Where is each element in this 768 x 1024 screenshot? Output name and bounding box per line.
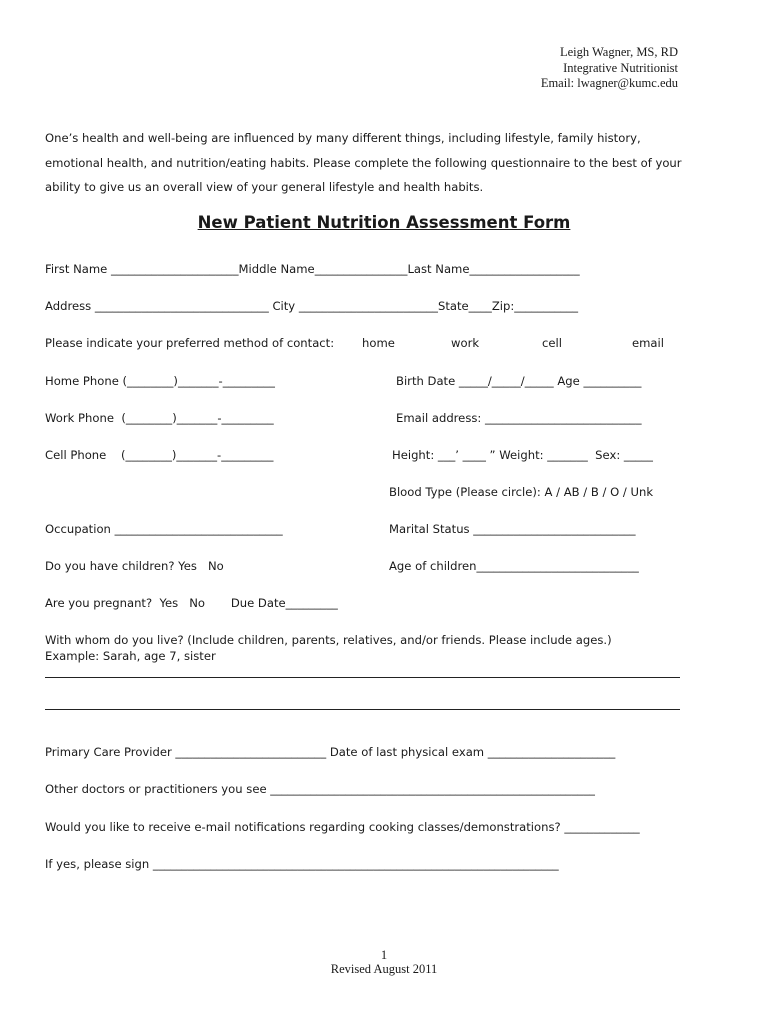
blood-type-field[interactable]: Blood Type (Please circle): A / AB / B / O / Unk: [389, 485, 654, 499]
contact-option-home[interactable]: home: [362, 336, 395, 350]
birth-date-field[interactable]: Birth Date _____/_____/_____ Age __________: [396, 374, 642, 388]
author-email: Email: lwagner@kumc.edu: [540, 76, 678, 90]
name-fields[interactable]: First Name ______________________Middle Name________________Last Name___________________: [45, 262, 580, 276]
children-age-field[interactable]: Age of children____________________________: [389, 559, 639, 573]
pregnancy-question[interactable]: Are you pregnant? Yes No Due Date_________: [45, 596, 338, 610]
revision-date: Revised August 2011: [330, 962, 438, 976]
author-header: [541, 45, 678, 92]
live-with-answer-line-2[interactable]: [45, 709, 680, 710]
home-phone-field[interactable]: Home Phone (________)_______-_________: [45, 374, 275, 388]
email-notification-question[interactable]: Would you like to receive e-mail notifications regarding cooking classes/demonstrations? _____________: [45, 820, 640, 834]
email-address-field[interactable]: Email address: ___________________________: [396, 411, 642, 425]
author-role: Integrative Nutritionist: [563, 60, 678, 75]
occupation-field[interactable]: Occupation _____________________________: [45, 522, 283, 536]
live-with-example: Example: Sarah, age 7, sister: [45, 649, 216, 663]
cell-phone-field[interactable]: Cell Phone (________)_______-_________: [45, 448, 274, 462]
page-number: 1: [380, 948, 388, 962]
author-name: Leigh Wagner, MS, RD: [559, 45, 678, 59]
contact-option-cell[interactable]: cell: [542, 336, 562, 350]
form-title: New Patient Nutrition Assessment Form: [197, 213, 571, 232]
address-fields[interactable]: Address ______________________________ City ________________________State____Zip:___________: [45, 299, 579, 313]
contact-option-work[interactable]: work: [451, 336, 480, 350]
signature-field[interactable]: If yes, please sign ______________________________________________________________________: [45, 857, 559, 871]
live-with-answer-line-1[interactable]: [45, 677, 680, 678]
contact-option-email[interactable]: email: [632, 336, 664, 350]
work-phone-field[interactable]: Work Phone (________)_______-_________: [45, 411, 274, 425]
intro-paragraph: One’s health and well-being are influenced by many different things, including lifestyle, family history, emotional health, and nutrition/eating habits. Please complete the following questionnaire to the best of your ability to give us an overall view of your general lifestyle and health habits.: [45, 131, 682, 194]
children-question[interactable]: Do you have children? Yes No: [45, 559, 224, 573]
other-doctors-field[interactable]: Other doctors or practitioners you see ________________________________________________________: [45, 782, 595, 796]
contact-method-label: Please indicate your preferred method of contact:: [45, 336, 335, 350]
primary-care-field[interactable]: Primary Care Provider __________________________ Date of last physical exam ______________________: [45, 745, 616, 759]
height-weight-sex-field[interactable]: Height: ___’ ____ ” Weight: _______ Sex: _____: [392, 448, 653, 462]
marital-status-field[interactable]: Marital Status ____________________________: [389, 522, 636, 536]
live-with-question: With whom do you live? (Include children, parents, relatives, and/or friends. Please include ages.): [45, 633, 612, 647]
